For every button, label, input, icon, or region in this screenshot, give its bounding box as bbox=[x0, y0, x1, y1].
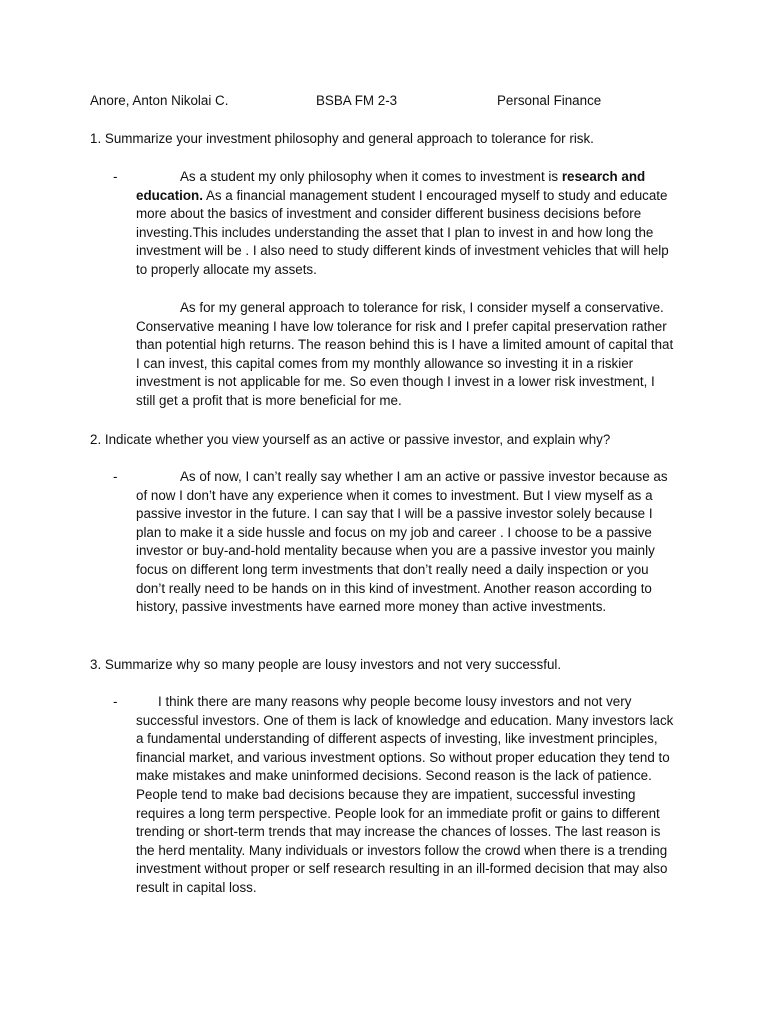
answer-1-text-rest: As a financial management student I encouraged myself to study and educate more about the basics of investment and consider different business decisions before investing.This includes understanding the asset that I plan to invest in and how long the investment will be . I also need to study different kinds of investment vehicles that will help to properly allocate my assets. bbox=[136, 187, 669, 277]
answer-3 bbox=[136, 693, 676, 898]
answer-3-paragraph-1: I think there are many reasons why people become lousy investors and not very successful investors. One of them is lack of knowledge and education. Many investors lack a fundamental understanding of different aspects of investing, like investment principles, financial market, and various investment options. So without proper education they tend to make mistakes and make uninformed decisions. Second reason is the lack of patience. People tend to make bad decisions because they are impatient, successful investing requires a long term perspective. People look for an immediate profit or gains to different trending or short-term trends that may increase the chances of losses. The last reason is the herd mentality. Many individuals or investors follow the crowd when there is a trending investment without proper or self research resulting in an ill-formed decision that may also result in capital loss. bbox=[136, 694, 674, 895]
student-section: BSBA FM 2-3 bbox=[316, 93, 398, 108]
answer-1-paragraph-2: As for my general approach to tolerance for risk, I consider myself a conservative. Conservative meaning I have low tolerance for risk and I prefer capital preservation rather than potential high returns. The reason behind this is I have a limited amount of capital that I can invest, this capital comes from my monthly allowance so investing it in a riskier investment is not applicable for me. So even though I invest in a lower risk investment, I still get a profit that is more beneficial for me. bbox=[136, 300, 674, 408]
answer-2 bbox=[136, 468, 676, 617]
answer-2-bullet: - bbox=[113, 469, 118, 484]
answer-1-bullet: - bbox=[113, 169, 118, 184]
answer-3-bullet: - bbox=[113, 694, 118, 709]
answer-1-bold-text: research and education. bbox=[136, 169, 646, 203]
answer-1 bbox=[136, 168, 676, 280]
answer-1-text-start: As a student my only philosophy when it comes to investment is bbox=[180, 169, 562, 184]
question-3: 3. Summarize why so many people are lousy investors and not very successful. bbox=[90, 657, 562, 672]
document-header bbox=[90, 92, 710, 112]
course-title: Personal Finance bbox=[497, 93, 602, 108]
answer-1-part-2 bbox=[136, 299, 676, 411]
answer-1-paragraph-1 bbox=[136, 168, 676, 280]
question-1: 1. Summarize your investment philosophy and general approach to tolerance for risk. bbox=[90, 131, 594, 146]
student-name: Anore, Anton Nikolai C. bbox=[90, 93, 229, 108]
answer-2-paragraph-1: As of now, I can’t really say whether I am an active or passive investor because as of now I don’t have any experience when it comes to investment. But I view myself as a passive investor in the future. I can say that I will be a passive investor solely because I plan to make it a side hussle and focus on my job and career . I choose to be a passive investor or buy-and-hold mentality because when you are a passive investor you mainly focus on different long term investments that don’t really need a daily inspection or you don’t really need to be hands on in this kind of investment. Another reason according to history, passive investments have earned more money than active investments. bbox=[136, 469, 668, 615]
question-2: 2. Indicate whether you view yourself as an active or passive investor, and explain why? bbox=[90, 432, 611, 447]
